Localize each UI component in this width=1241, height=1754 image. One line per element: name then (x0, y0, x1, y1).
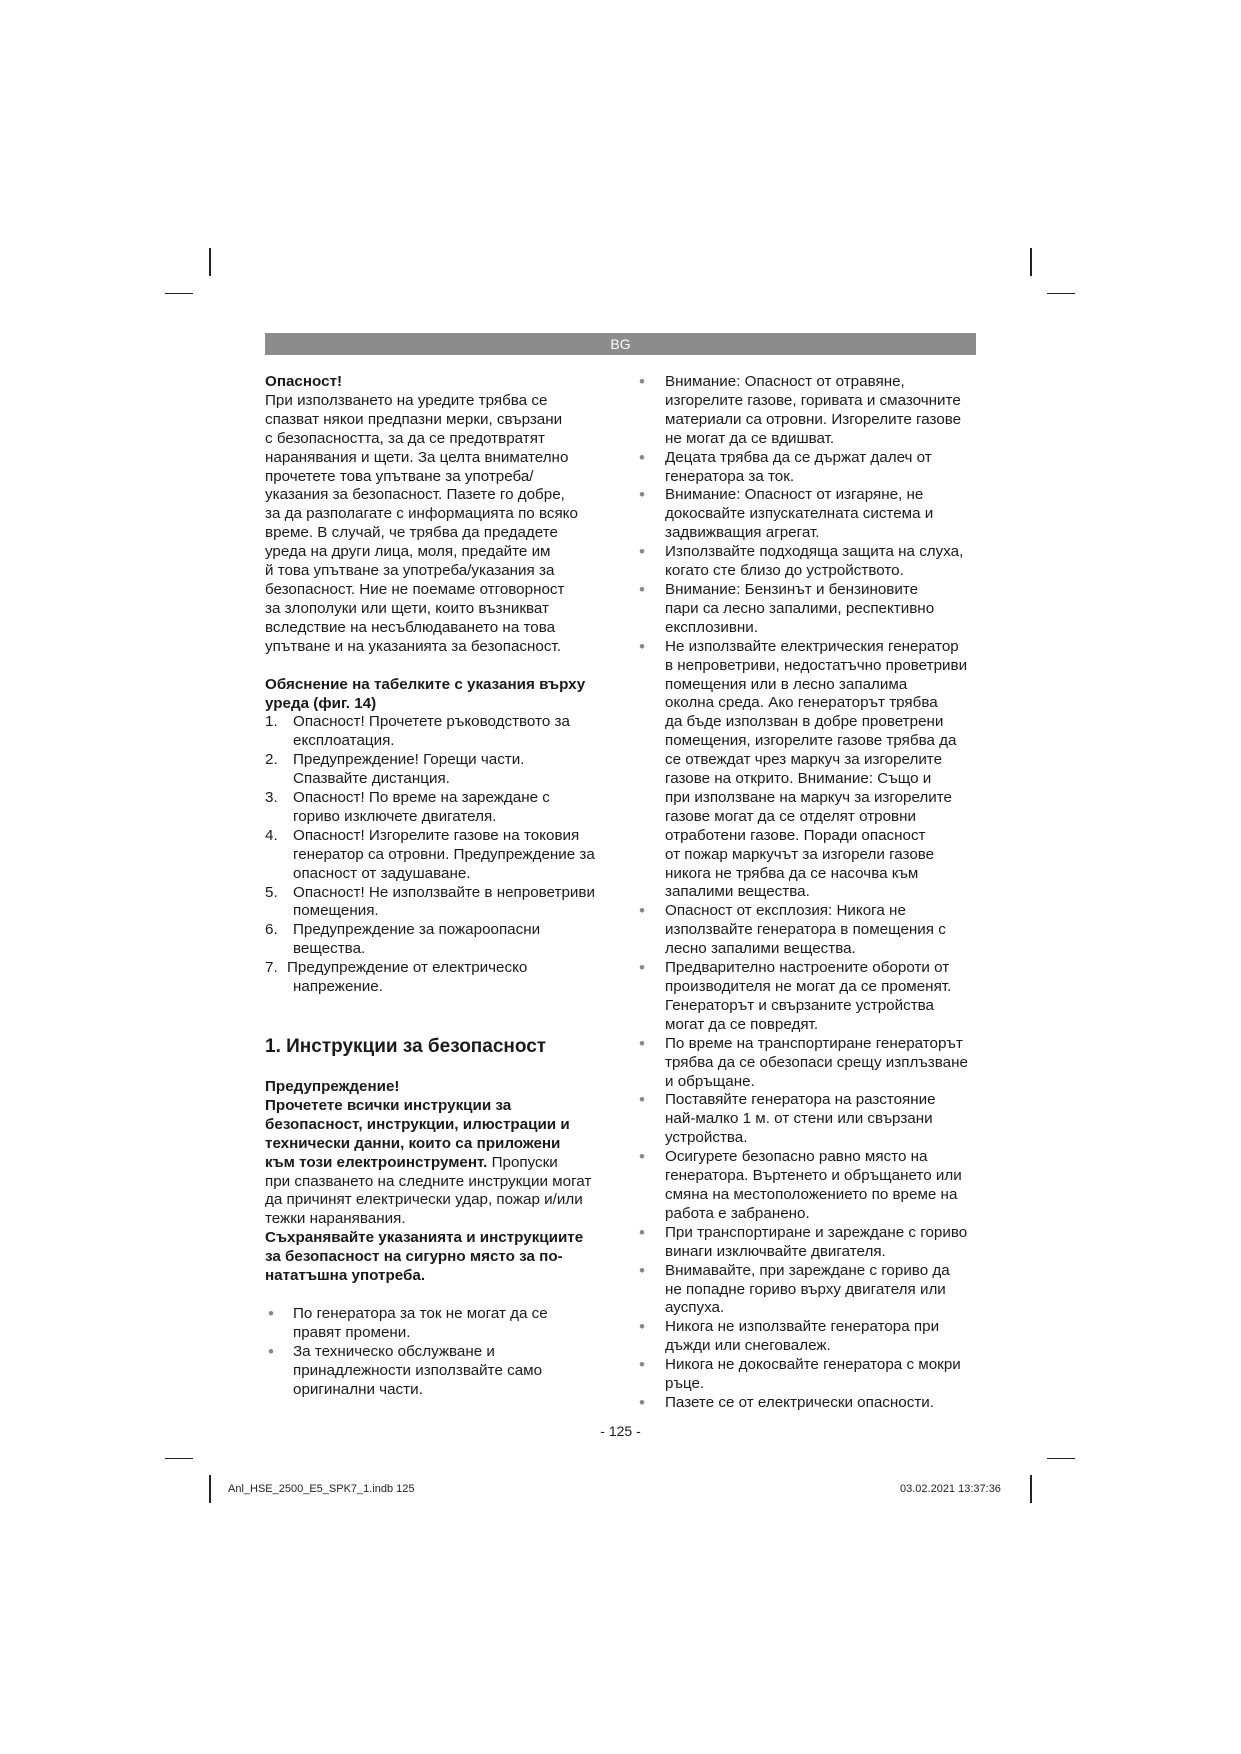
list-line: материали са отровни. Изгорелите газове (665, 410, 962, 428)
intro-paragraph (265, 392, 620, 657)
list-line: експлозивни. (665, 618, 758, 636)
list-line: • Пазете се от електрически опасности. (665, 1393, 934, 1411)
list-line: Генераторът и свързаните устройства (665, 996, 934, 1014)
list-item (636, 1035, 981, 1092)
list-number: 7. (265, 959, 278, 977)
warning-bold-fragment: към този електроинструмент. (265, 1153, 488, 1171)
section-title: 1. Инструкции за безопасност (265, 1036, 547, 1057)
list-item (265, 751, 620, 789)
list-line: • Внимание: Бензинът и бензиновите (665, 580, 919, 598)
list-line: експлоатация. (293, 732, 395, 750)
list-line: оригинални части. (293, 1380, 423, 1398)
list-line: Спазвайте дистанция. (293, 770, 450, 788)
list-line: и обръщане. (665, 1072, 755, 1090)
warning-line: Прочетете всички инструкции за (265, 1096, 512, 1114)
danger-title: Опасност! (265, 373, 343, 390)
list-line: работа е забранено. (665, 1204, 810, 1222)
list-item (265, 959, 620, 997)
keep-line: Съхранявайте указанията и инструкциите (265, 1229, 584, 1247)
list-line: гориво изключете двигателя. (293, 807, 497, 825)
warning-line: да причинят електрически удар, пожар и/или (265, 1191, 583, 1209)
list-line: никога не трябва да се насочва към (665, 864, 919, 882)
list-item (636, 1394, 981, 1413)
list-line: изгорелите газове, горивата и смазочните (665, 391, 961, 409)
list-line: • Внимавайте, при зареждане с гориво да (665, 1261, 950, 1279)
list-line: • Поставяйте генератора на разстояние (665, 1091, 936, 1109)
keep-instructions-paragraph (265, 1229, 620, 1286)
list-line: Предупреждение за пожароопасни (293, 921, 541, 939)
intro-line: й това упътване за употреба/указания за (265, 562, 555, 580)
list-line: принадлежности използвайте само (293, 1361, 543, 1379)
list-item (636, 373, 981, 449)
list-line: • Никога не докосвайте генератора с мокри (665, 1356, 961, 1374)
list-line: генератора. Въртенето и обръщането или (665, 1167, 962, 1185)
list-line: докосвайте изпускателната система и (665, 505, 934, 523)
crop-mark-top-right-horizontal (1047, 293, 1075, 294)
list-line: • Предварително настроените обороти от (665, 959, 950, 977)
intro-line: упътване и на указанията за безопасност. (265, 637, 561, 655)
list-line: Предупреждение от електрическо (287, 959, 528, 977)
print-slug-filename: Anl_HSE_2500_E5_SPK7_1.indb 125 (228, 1483, 415, 1495)
list-line: отработени газове. Поради опасност (665, 826, 926, 844)
crop-mark-top-left-horizontal (165, 293, 193, 294)
intro-line: вследствие на несъблюдаването на това (265, 618, 556, 636)
list-number: 6. (265, 921, 278, 939)
list-line: дъжди или снеговалеж. (665, 1337, 831, 1355)
list-item (636, 581, 981, 638)
list-line: помещения или в лесно запалима (665, 675, 908, 693)
left-column (265, 373, 620, 1400)
list-line: в непроветриви, недостатъчно проветриви (665, 656, 968, 674)
intro-line: с безопасността, за да се предотвратят (265, 429, 545, 447)
list-line: Опасност! По време на зареждане с (293, 789, 550, 807)
intro-line: уреда на други лица, моля, предайте им (265, 543, 551, 561)
list-item (265, 1343, 620, 1400)
list-line: • Осигурете безопасно равно място на (665, 1148, 928, 1166)
list-line: • Опасност от експлозия: Никога не (665, 902, 906, 920)
crop-mark-bottom-right-horizontal (1047, 1458, 1075, 1459)
intro-line: безопасност. Ние не поемаме отговорност (265, 580, 565, 598)
list-item (636, 902, 981, 959)
intro-line: спазват някои предпазни мерки, свързани (265, 410, 563, 428)
list-item (636, 1262, 981, 1319)
intro-line: за злополуки или щети, които възникват (265, 599, 549, 617)
warning-normal-fragment: Пропуски (487, 1153, 558, 1171)
language-label: BG (610, 336, 631, 352)
list-line: производителя не могат да се променят. (665, 978, 952, 995)
crop-mark-bottom-left-vertical (209, 1475, 211, 1503)
intro-line: за да разполагате с информацията по всяко (265, 505, 578, 523)
list-line: • По време на транспортиране генераторът (665, 1034, 963, 1052)
list-line: • Използвайте подходяща защита на слуха, (665, 543, 964, 561)
intro-line: указания за безопасност. Пазете го добре, (265, 486, 565, 504)
list-item (636, 1091, 981, 1148)
list-line: газове на открито. Внимание: Също и (665, 770, 932, 788)
list-line: най-малко 1 м. от стени или свързани (665, 1110, 933, 1128)
list-number: 1. (265, 713, 278, 731)
list-line: • По генератора за ток не могат да се (293, 1304, 548, 1322)
list-item (636, 959, 981, 1035)
list-line: пари са лесно запалими, респективно (665, 599, 935, 617)
list-number: 2. (265, 751, 278, 769)
list-line: • За техническо обслужване и (293, 1342, 495, 1360)
warning-line: тежки наранявания. (265, 1210, 406, 1228)
list-line: • Внимание: Опасност от изгаряне, не (665, 486, 924, 504)
list-item (636, 1356, 981, 1394)
list-item (265, 921, 620, 959)
list-item (636, 1318, 981, 1356)
signs-heading-line: Обяснение на табелките с указания върху (265, 675, 586, 693)
intro-line: наранявания и щети. За целта внимателно (265, 448, 569, 466)
list-line: Опасност! Изгорелите газове на токовия (293, 826, 580, 844)
list-line: генератор са отровни. Предупреждение за (293, 845, 595, 863)
list-line: устройства. (665, 1129, 748, 1147)
list-item (636, 543, 981, 581)
list-item (265, 1305, 620, 1343)
list-number: 5. (265, 883, 278, 901)
right-column (636, 373, 981, 1413)
warning-title: Предупреждение! (265, 1078, 400, 1095)
signs-heading-line: уреда (фиг. 14) (265, 694, 377, 712)
language-header-bar (265, 333, 976, 355)
list-item (265, 884, 620, 922)
list-line: запалими вещества. (665, 883, 810, 901)
list-line: задвижващия агрегат. (665, 524, 820, 542)
list-item (265, 827, 620, 884)
list-line: вещества. (293, 940, 366, 958)
keep-line: за безопасност на сигурно място за по- (265, 1248, 563, 1266)
list-line: не могат да се вдишват. (665, 429, 835, 447)
list-item (636, 638, 981, 903)
list-line: опасност от задушаване. (293, 864, 471, 882)
list-item (636, 449, 981, 487)
list-line: смяна на местоположението по време на (665, 1185, 958, 1203)
list-line: се отвеждат чрез маркуч за изгорелите (665, 751, 943, 769)
list-line: ауспуха. (665, 1299, 725, 1317)
list-line: трябва да се обезопаси срещу изплъзване (665, 1053, 968, 1071)
signs-heading (265, 676, 620, 714)
crop-mark-top-right-vertical (1030, 248, 1032, 276)
list-line: • Никога не използвайте генератора при (665, 1318, 940, 1336)
list-line: напрежение. (293, 978, 383, 996)
intro-line: време. В случай, че трябва да предадете (265, 524, 558, 542)
list-line: • Не използвайте електрическия генератор (665, 637, 959, 655)
list-line: Опасност! Не използвайте в непроветриви (293, 883, 595, 901)
list-line: могат да се повредят. (665, 1015, 819, 1033)
list-item (265, 713, 620, 751)
list-item (636, 486, 981, 543)
right-bullet-list (636, 373, 981, 1413)
signs-list (265, 713, 620, 997)
intro-line: прочетете това упътване за употреба/ (265, 467, 534, 485)
list-line: • Внимание: Опасност от отравяне, (665, 373, 905, 390)
list-item (265, 789, 620, 827)
list-number: 4. (265, 826, 278, 844)
list-line: газове могат да се отделят отровни (665, 807, 916, 825)
left-bullet-list (265, 1305, 620, 1400)
list-line: когато сте близо до устройството. (665, 562, 904, 580)
keep-line: нататъшна употреба. (265, 1267, 426, 1285)
list-line: Предупреждение! Горещи части. (293, 751, 525, 769)
crop-mark-bottom-left-horizontal (165, 1458, 193, 1459)
list-line: • При транспортиране и зареждане с гориво (665, 1223, 968, 1241)
list-line: ръце. (665, 1375, 705, 1393)
list-item (636, 1224, 981, 1262)
warning-line: безопасност, инструкции, илюстрации и (265, 1115, 570, 1133)
page-number: - 125 - (600, 1423, 641, 1439)
list-line: при използване на маркуч за изгорелите (665, 788, 953, 806)
print-slug-timestamp: 03.02.2021 13:37:36 (900, 1483, 1001, 1495)
warning-line: технически данни, които са приложени (265, 1134, 561, 1152)
list-line: Опасност! Прочетете ръководството за (293, 713, 570, 731)
list-line: генератора за ток. (665, 467, 795, 485)
list-item (636, 1148, 981, 1224)
crop-mark-top-left-vertical (209, 248, 211, 276)
list-line: • Децата трябва да се държат далеч от (665, 448, 932, 466)
list-line: лесно запалими вещества. (665, 940, 856, 958)
list-line: от пожар маркучът за изгорели газове (665, 845, 935, 863)
warning-paragraph (265, 1097, 620, 1229)
list-line: помещения. (293, 902, 379, 920)
list-line: околна среда. Ако генераторът трябва (665, 694, 938, 712)
list-line: помещения, изгорелите газове трябва да (665, 732, 957, 750)
list-line: използвайте генератора в помещения с (665, 921, 946, 939)
list-line: винаги изключвайте двигателя. (665, 1242, 886, 1260)
list-line: правят промени. (293, 1323, 411, 1341)
list-line: да бъде използван в добре проветрени (665, 713, 944, 731)
intro-line: При използването на уредите трябва се (265, 391, 548, 409)
crop-mark-bottom-right-vertical (1030, 1475, 1032, 1503)
warning-line: при спазването на следните инструкции могат (265, 1172, 592, 1190)
list-number: 3. (265, 789, 278, 807)
warning-line (265, 1154, 620, 1173)
list-line: не попадне гориво върху двигателя или (665, 1280, 946, 1298)
